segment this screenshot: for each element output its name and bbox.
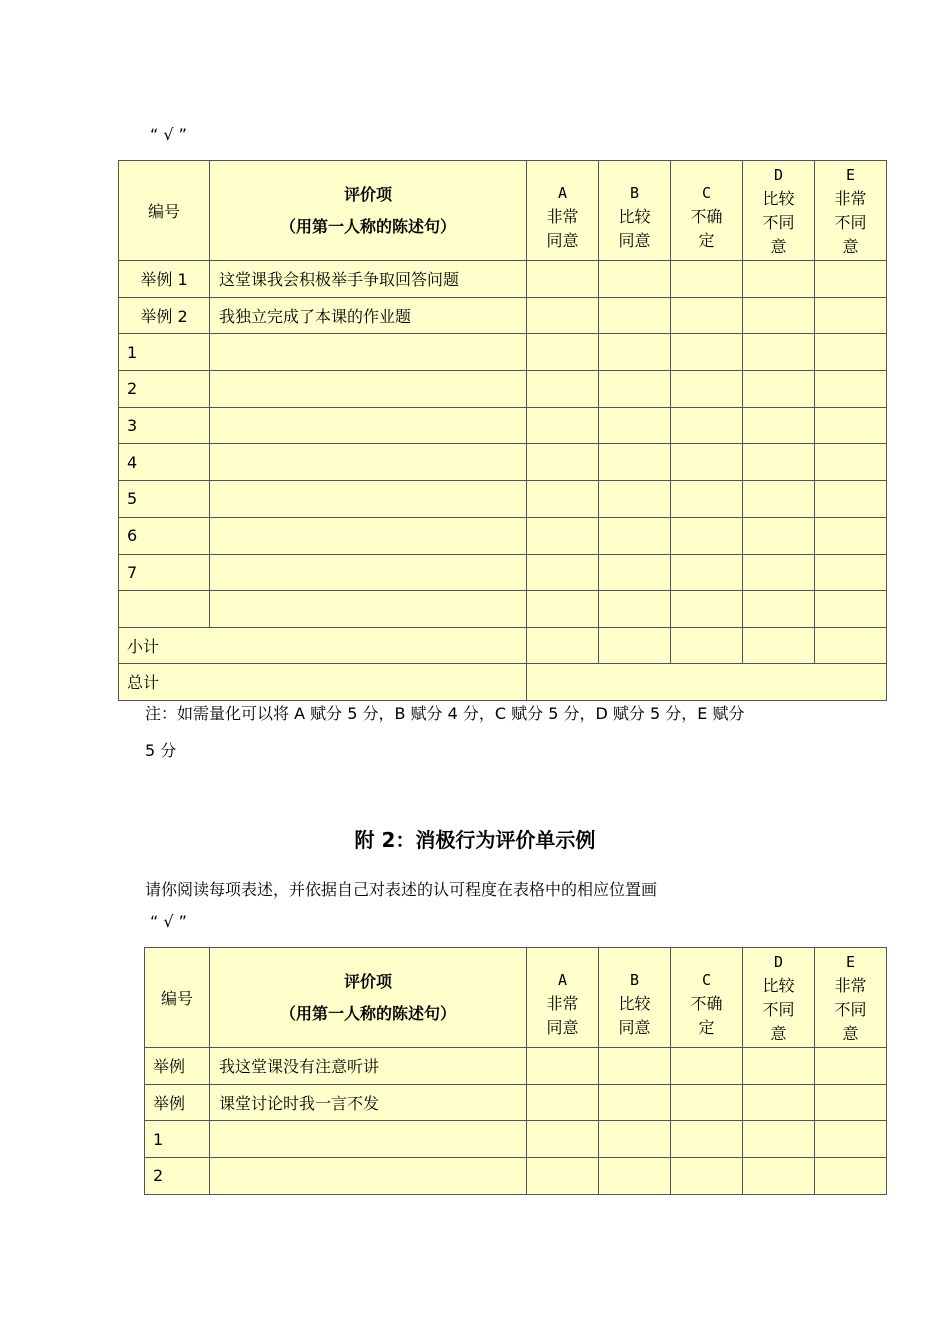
subtotal-row: [119, 627, 887, 663]
header-item: [210, 161, 527, 261]
answer-cell[interactable]: [743, 297, 815, 334]
row-id: 1: [145, 1121, 210, 1158]
table-row: [145, 1158, 887, 1195]
row-statement[interactable]: [210, 591, 527, 628]
answer-cell[interactable]: [527, 1084, 599, 1121]
scoring-note: [145, 695, 845, 769]
answer-cell[interactable]: [815, 444, 887, 481]
option-text: 定: [698, 1017, 715, 1037]
row-statement[interactable]: [210, 1121, 527, 1158]
row-id: 3: [119, 407, 210, 444]
option-letter: D: [773, 952, 784, 971]
answer-cell[interactable]: [599, 371, 671, 408]
answer-cell[interactable]: [743, 591, 815, 628]
answer-cell[interactable]: [527, 1048, 599, 1085]
option-text: 意: [770, 236, 787, 256]
option-letter: E: [845, 165, 856, 184]
answer-cell[interactable]: [599, 1121, 671, 1158]
row-id: 6: [119, 517, 210, 554]
row-statement[interactable]: 我独立完成了本课的作业题: [210, 297, 527, 334]
answer-cell[interactable]: [671, 1121, 743, 1158]
row-statement[interactable]: [210, 334, 527, 371]
option-text: 比较: [762, 975, 795, 995]
answer-cell[interactable]: [815, 554, 887, 591]
option-text: 定: [698, 230, 715, 250]
answer-cell[interactable]: [599, 627, 671, 663]
row-id: 举例: [145, 1084, 210, 1121]
answer-cell[interactable]: [527, 297, 599, 334]
row-id: 5: [119, 481, 210, 518]
tick-mark-label: “ √ ”: [150, 912, 187, 931]
note-line: 注：如需量化可以将 A 赋分 5 分，B 赋分 4 分，C 赋分 5 分，D 赋分 5 分，E 赋分: [145, 704, 745, 723]
option-text: 同意: [618, 1017, 651, 1037]
answer-cell[interactable]: [527, 444, 599, 481]
answer-cell[interactable]: [815, 591, 887, 628]
answer-cell[interactable]: [743, 334, 815, 371]
row-statement[interactable]: 课堂讨论时我一言不发: [210, 1084, 527, 1121]
answer-cell[interactable]: [743, 517, 815, 554]
table-row: [119, 444, 887, 481]
option-letter: C: [701, 970, 712, 989]
answer-cell[interactable]: [599, 261, 671, 298]
table-row: [119, 517, 887, 554]
option-text: 比较: [762, 188, 795, 208]
header-item: [210, 948, 527, 1048]
section-title: 附 2：消极行为评价单示例: [354, 828, 596, 852]
answer-cell[interactable]: [527, 554, 599, 591]
option-text: 非常: [834, 975, 867, 995]
option-text: 非常: [546, 206, 579, 226]
option-text: 非常: [834, 188, 867, 208]
table-row: [119, 297, 887, 334]
header-option-c: [671, 948, 743, 1048]
option-text: 非常: [546, 993, 579, 1013]
header-option-b: [599, 948, 671, 1048]
answer-cell[interactable]: [599, 334, 671, 371]
row-statement[interactable]: [210, 1158, 527, 1195]
answer-cell[interactable]: [599, 517, 671, 554]
answer-cell[interactable]: [599, 1048, 671, 1085]
answer-cell[interactable]: [743, 481, 815, 518]
row-id: 举例: [145, 1048, 210, 1085]
answer-cell[interactable]: [743, 627, 815, 663]
answer-cell[interactable]: [599, 407, 671, 444]
header-id: 编号: [119, 161, 210, 261]
table-row: [119, 371, 887, 408]
row-id: [119, 591, 210, 628]
answer-cell[interactable]: [743, 1048, 815, 1085]
option-text: 不同: [834, 212, 867, 232]
header-id: 编号: [145, 948, 210, 1048]
answer-cell[interactable]: [815, 1121, 887, 1158]
answer-cell[interactable]: [743, 1084, 815, 1121]
answer-cell[interactable]: [527, 407, 599, 444]
answer-cell[interactable]: [743, 444, 815, 481]
answer-cell[interactable]: [815, 1084, 887, 1121]
table-header-row: [119, 161, 887, 261]
answer-cell[interactable]: [671, 297, 743, 334]
positive-behavior-table: [118, 160, 887, 701]
tick-mark-label: “ √ ”: [150, 125, 187, 144]
option-text: 同意: [546, 230, 579, 250]
table-row: [119, 261, 887, 298]
answer-cell[interactable]: [671, 444, 743, 481]
subtotal-label: 小计: [119, 627, 527, 663]
header-item-subtitle: （用第一人称的陈述句）: [279, 1003, 456, 1023]
option-text: 意: [842, 1023, 859, 1043]
option-text: 同意: [546, 1017, 579, 1037]
answer-cell[interactable]: [599, 1158, 671, 1195]
option-letter: A: [557, 970, 568, 989]
answer-cell[interactable]: [599, 297, 671, 334]
answer-cell[interactable]: [671, 407, 743, 444]
answer-cell[interactable]: [815, 407, 887, 444]
answer-cell[interactable]: [671, 334, 743, 371]
option-text: 意: [770, 1023, 787, 1043]
header-item-subtitle: （用第一人称的陈述句）: [279, 216, 456, 236]
answer-cell[interactable]: [527, 1158, 599, 1195]
answer-cell[interactable]: [815, 517, 887, 554]
row-statement[interactable]: 这堂课我会积极举手争取回答问题: [210, 261, 527, 298]
answer-cell[interactable]: [743, 1121, 815, 1158]
row-id: 举例 2: [119, 297, 210, 334]
answer-cell[interactable]: [527, 371, 599, 408]
header-option-a: [527, 161, 599, 261]
header-item-title: 评价项: [343, 184, 392, 204]
option-letter: A: [557, 183, 568, 202]
answer-cell[interactable]: [599, 1084, 671, 1121]
row-id: 2: [119, 371, 210, 408]
table-header-row: [145, 948, 887, 1048]
option-text: 不确: [690, 206, 723, 226]
answer-cell[interactable]: [815, 1048, 887, 1085]
answer-cell[interactable]: [743, 554, 815, 591]
table-row: [119, 481, 887, 518]
answer-cell[interactable]: [671, 517, 743, 554]
table-row: [145, 1121, 887, 1158]
total-label: 总计: [119, 663, 527, 700]
header-option-e: [815, 948, 887, 1048]
option-text: 意: [842, 236, 859, 256]
answer-cell[interactable]: [527, 517, 599, 554]
instruction-text: 请你阅读每项表述，并依据自己对表述的认可程度在表格中的相应位置画: [145, 880, 658, 899]
row-statement[interactable]: [210, 371, 527, 408]
answer-cell[interactable]: [671, 261, 743, 298]
answer-cell[interactable]: [671, 1158, 743, 1195]
table-row: [145, 1084, 887, 1121]
answer-cell[interactable]: [527, 334, 599, 371]
answer-cell[interactable]: [815, 261, 887, 298]
answer-cell[interactable]: [743, 1158, 815, 1195]
answer-cell[interactable]: [599, 481, 671, 518]
header-item-title: 评价项: [343, 971, 392, 991]
answer-cell[interactable]: [599, 444, 671, 481]
answer-cell[interactable]: [527, 591, 599, 628]
row-statement[interactable]: [210, 481, 527, 518]
option-letter: D: [773, 165, 784, 184]
row-statement[interactable]: [210, 517, 527, 554]
option-letter: B: [629, 183, 640, 202]
option-letter: E: [845, 952, 856, 971]
table-row: [119, 407, 887, 444]
option-text: 同意: [618, 230, 651, 250]
row-id: 7: [119, 554, 210, 591]
table-row: [145, 1048, 887, 1085]
answer-cell[interactable]: [527, 627, 599, 663]
row-id: 1: [119, 334, 210, 371]
answer-cell[interactable]: [815, 627, 887, 663]
answer-cell[interactable]: [671, 1084, 743, 1121]
answer-cell[interactable]: [743, 371, 815, 408]
answer-cell[interactable]: [527, 261, 599, 298]
header-option-d: [743, 948, 815, 1048]
answer-cell[interactable]: [527, 1121, 599, 1158]
row-statement[interactable]: [210, 444, 527, 481]
table-row: [119, 554, 887, 591]
option-letter: B: [629, 970, 640, 989]
answer-cell[interactable]: [527, 481, 599, 518]
option-text: 比较: [618, 993, 651, 1013]
answer-cell[interactable]: [671, 627, 743, 663]
row-id: 2: [145, 1158, 210, 1195]
answer-cell[interactable]: [743, 407, 815, 444]
answer-cell[interactable]: [671, 591, 743, 628]
answer-cell[interactable]: [743, 261, 815, 298]
answer-cell[interactable]: [671, 554, 743, 591]
row-id: 4: [119, 444, 210, 481]
header-option-d: [743, 161, 815, 261]
option-text: 不同: [762, 999, 795, 1019]
option-letter: C: [701, 183, 712, 202]
row-statement[interactable]: [210, 554, 527, 591]
option-text: 不确: [690, 993, 723, 1013]
answer-cell[interactable]: [815, 297, 887, 334]
note-line: 5 分: [145, 741, 177, 760]
negative-behavior-table: [144, 947, 887, 1195]
answer-cell[interactable]: [671, 371, 743, 408]
header-option-e: [815, 161, 887, 261]
answer-cell[interactable]: [815, 481, 887, 518]
header-option-c: [671, 161, 743, 261]
answer-cell[interactable]: [815, 371, 887, 408]
answer-cell[interactable]: [599, 591, 671, 628]
option-text: 不同: [834, 999, 867, 1019]
answer-cell[interactable]: [671, 1048, 743, 1085]
answer-cell[interactable]: [815, 1158, 887, 1195]
answer-cell[interactable]: [671, 481, 743, 518]
row-id: 举例 1: [119, 261, 210, 298]
row-statement[interactable]: 我这堂课没有注意听讲: [210, 1048, 527, 1085]
answer-cell[interactable]: [599, 554, 671, 591]
table-row: [119, 591, 887, 628]
row-statement[interactable]: [210, 407, 527, 444]
table-row: [119, 334, 887, 371]
header-option-a: [527, 948, 599, 1048]
answer-cell[interactable]: [815, 334, 887, 371]
option-text: 不同: [762, 212, 795, 232]
option-text: 比较: [618, 206, 651, 226]
header-option-b: [599, 161, 671, 261]
